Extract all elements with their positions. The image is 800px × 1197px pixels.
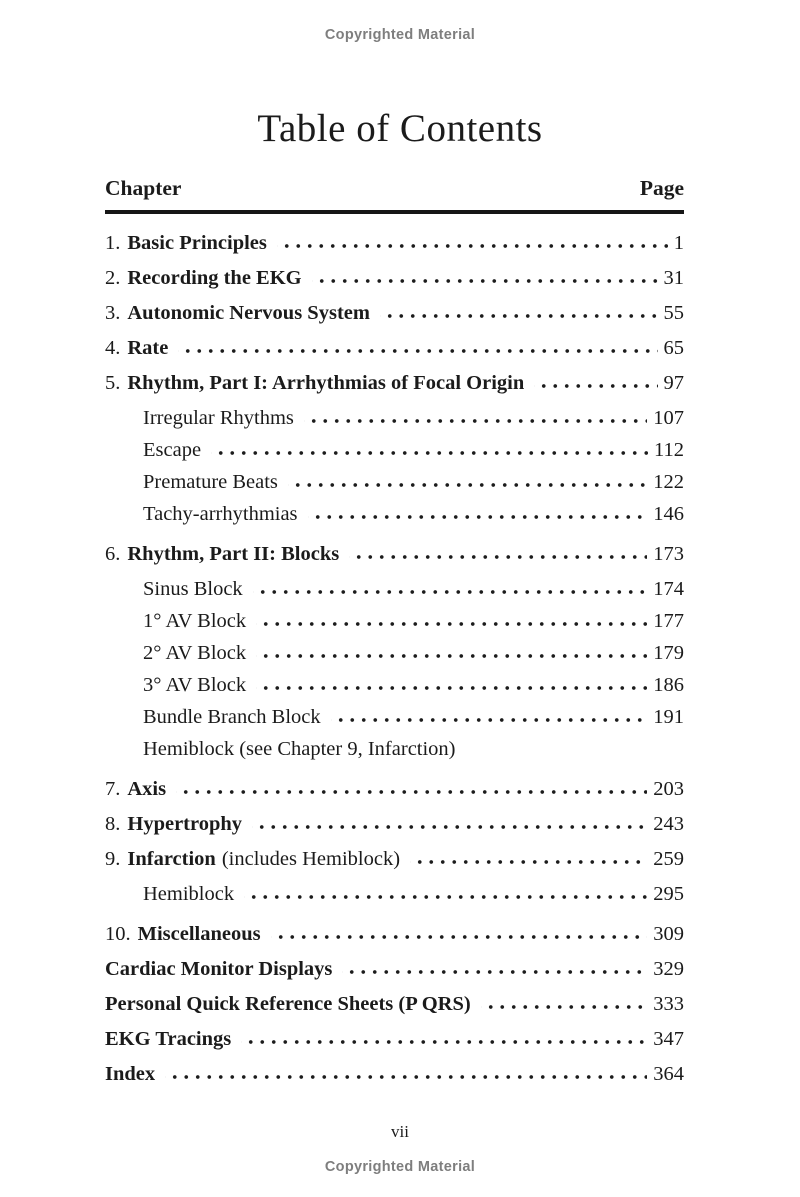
entry-page: 191 [653, 706, 684, 728]
entry-page: 146 [653, 503, 684, 525]
entry-title: Autonomic Nervous System [127, 302, 370, 324]
entry-page: 65 [663, 337, 684, 359]
dot-leader [304, 418, 647, 424]
toc-entry [105, 471, 684, 503]
dot-leader [241, 1039, 647, 1045]
entry-title: Basic Principles [127, 232, 267, 254]
entry-title: Miscellaneous [137, 923, 261, 945]
toc-entry [105, 610, 684, 642]
toc-entry [105, 372, 684, 407]
dot-leader [244, 894, 647, 900]
entry-title: 3° AV Block [143, 674, 247, 696]
dot-leader [256, 653, 647, 659]
toc-entry [105, 923, 684, 958]
entry-page: 186 [653, 674, 684, 696]
entry-number: 8. [105, 813, 121, 835]
entry-page: 112 [654, 439, 684, 461]
entry-page: 177 [653, 610, 684, 632]
entry-number: 6. [105, 543, 121, 565]
toc-entry [105, 267, 684, 302]
chapter-column-label: Chapter [105, 176, 182, 200]
entry-page: 259 [653, 848, 684, 870]
entry-title: 2° AV Block [143, 642, 247, 664]
entry-title: Personal Quick Reference Sheets (P QRS) [105, 993, 471, 1015]
dot-leader [176, 789, 647, 795]
dot-leader [308, 514, 648, 520]
toc-content [105, 175, 684, 1098]
toc-entry [105, 993, 684, 1028]
entry-title: Index [105, 1063, 156, 1085]
entry-title: Hemiblock (see Chapter 9, Infarction) [143, 738, 456, 760]
entry-number: 7. [105, 778, 121, 800]
toc-column-header [105, 175, 684, 214]
bottom-watermark: Copyrighted Material [324, 1159, 476, 1175]
entry-title: EKG Tracings [105, 1028, 232, 1050]
dot-leader [380, 313, 658, 319]
entry-number: 2. [105, 267, 121, 289]
entry-page: 122 [653, 471, 684, 493]
toc-entry [105, 503, 684, 535]
entry-number: 10. [105, 923, 131, 945]
entry-page: 347 [653, 1028, 684, 1050]
dot-leader [256, 685, 647, 691]
dot-leader [312, 278, 658, 284]
entry-page: 329 [653, 958, 684, 980]
toc-entry [105, 439, 684, 471]
dot-leader [178, 348, 657, 354]
dot-leader [466, 749, 678, 755]
entry-page: 179 [653, 642, 684, 664]
toc-entry [105, 642, 684, 674]
entry-page: 97 [663, 372, 684, 394]
toc-entry [105, 883, 684, 915]
entry-page: 107 [653, 407, 684, 429]
toc-entry [105, 738, 684, 770]
entry-page: 55 [663, 302, 684, 324]
entry-title: Cardiac Monitor Displays [105, 958, 333, 980]
entry-title: Rate [127, 337, 169, 359]
entry-number: 1. [105, 232, 121, 254]
dot-leader [331, 717, 648, 723]
entry-number: 4. [105, 337, 121, 359]
entry-page: 1 [673, 232, 684, 254]
dot-leader [349, 554, 647, 560]
page-column-label: Page [639, 176, 684, 200]
entry-title: Hemiblock [143, 883, 235, 905]
entry-title: Hypertrophy [127, 813, 243, 835]
entry-title: Rhythm, Part I: Arrhythmias of Focal Origin [127, 372, 525, 394]
entry-page: 31 [663, 267, 684, 289]
entry-title: Axis [127, 778, 167, 800]
toc-entry [105, 337, 684, 372]
toc-entry [105, 813, 684, 848]
folio-page-number: vii [391, 1122, 409, 1141]
dot-leader [271, 934, 648, 940]
entry-page: 203 [653, 778, 684, 800]
toc-entry [105, 232, 684, 267]
dot-leader [288, 482, 647, 488]
entry-number: 3. [105, 302, 121, 324]
entry-subtitle: (includes Hemiblock) [221, 848, 401, 870]
entry-page: 309 [653, 923, 684, 945]
entry-number: 9. [105, 848, 121, 870]
dot-leader [481, 1004, 648, 1010]
dot-leader [534, 383, 657, 389]
entry-title: Tachy-arrhythmias [143, 503, 298, 525]
entry-title: Infarction [127, 848, 216, 870]
toc-entry [105, 778, 684, 813]
toc-entry [105, 1028, 684, 1063]
entry-title: Rhythm, Part II: Blocks [127, 543, 340, 565]
entry-page: 295 [653, 883, 684, 905]
entry-title: Premature Beats [143, 471, 278, 493]
entry-title: Irregular Rhythms [143, 407, 294, 429]
toc-entry [105, 706, 684, 738]
entry-page: 364 [653, 1063, 684, 1085]
dot-leader [211, 450, 648, 456]
toc-entry [105, 407, 684, 439]
entry-title: Escape [143, 439, 202, 461]
entry-page: 243 [653, 813, 684, 835]
toc-entry [105, 674, 684, 706]
entry-title: Sinus Block [143, 578, 243, 600]
dot-leader [253, 589, 648, 595]
dot-leader [165, 1074, 647, 1080]
dot-leader [277, 243, 668, 249]
entry-title: 1° AV Block [143, 610, 247, 632]
entry-page: 174 [653, 578, 684, 600]
entry-title: Recording the EKG [127, 267, 302, 289]
toc-entry [105, 1063, 684, 1098]
entry-number: 5. [105, 372, 121, 394]
dot-leader [256, 621, 647, 627]
toc-entry [105, 302, 684, 337]
dot-leader [342, 969, 647, 975]
toc-entry [105, 578, 684, 610]
dot-leader [410, 859, 647, 865]
entry-title: Bundle Branch Block [143, 706, 321, 728]
top-watermark: Copyrighted Material [324, 27, 476, 43]
toc-list [105, 232, 684, 1098]
toc-entry [105, 543, 684, 578]
page-title: Table of Contents [257, 107, 543, 150]
dot-leader [252, 824, 647, 830]
entry-page: 333 [653, 993, 684, 1015]
toc-entry [105, 848, 684, 883]
toc-entry [105, 958, 684, 993]
entry-page: 173 [653, 543, 684, 565]
